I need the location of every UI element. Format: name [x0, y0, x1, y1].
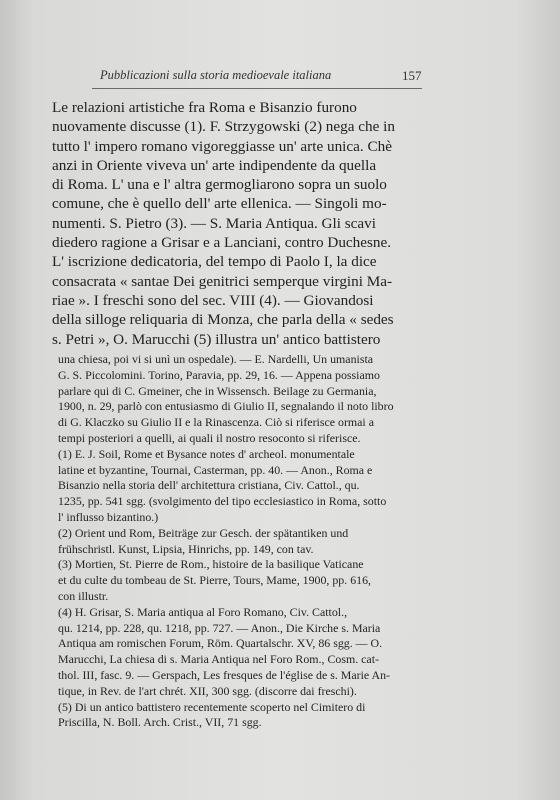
body-text-line: della silloge reliquaria di Monza, che parla della « sedes [52, 311, 394, 329]
body-text-line: di Roma. L' una e l' altra germogliarono sopra un suolo [52, 176, 387, 194]
body-text-line: diedero ragione a Grisar e a Lanciani, contro Duchesne. [52, 234, 392, 252]
body-text-line: L' iscrizione dedicatoria, del tempo di Paolo I, la dice [52, 253, 377, 271]
header-rule [92, 88, 422, 89]
footnote-line: tique, in Rev. de l'art chrét. XII, 300 sgg. (discorre dai freschi). [58, 683, 357, 698]
footnote-line: parlare qui di C. Gmeiner, che in Wissensch. Beilage zu Germania, [58, 383, 377, 398]
footnote-line: una chiesa, poi vi si unì un ospedale). — E. Nardelli, Un umanista [58, 352, 374, 366]
footnote-line: Antiqua am romischen Forum, Röm. Quartalschr. XV, 86 sgg. — O. [58, 636, 383, 651]
main-text [52, 98, 430, 349]
body-text-line: numenti. S. Pietro (3). — S. Maria Antiqua. Gli scavi [52, 214, 376, 232]
footnote-line: l' influsso bizantino.) [58, 509, 159, 524]
footnote-line: frühschristl. Kunst, Lipsia, Hinrichs, pp. 149, con tav. [58, 541, 314, 556]
body-text-line: nuovamente discusse (1). F. Strzygowski (2) nega che in [52, 118, 395, 136]
footnotes [58, 352, 434, 731]
footnote-line: (3) Mortien, St. Pierre de Rom., histoire de la basilique Vaticane [58, 557, 364, 572]
body-text-line: anzi in Oriente viveva un' arte indipendente da quella [52, 156, 377, 174]
footnote-line: Bisanzio nella storia dell' architettura cristiana, Civ. Cattol., qu. [58, 478, 360, 493]
footnote-line: (2) Orient und Rom, Beiträge zur Gesch. der spätantiken und [58, 525, 349, 540]
footnote-line: 1900, n. 29, parlò con entusiasmo di Giulio II, segnalando il noto libro [58, 399, 394, 414]
footnote-line: Marucchi, La chiesa di s. Maria Antiqua nel Foro Rom., Cosm. cat- [58, 652, 379, 667]
footnote-line: qu. 1214, pp. 228, qu. 1218, pp. 727. — Anon., Die Kirche s. Maria [58, 620, 381, 635]
footnote-line: G. S. Piccolomini. Torino, Paravia, pp. 29, 16. — Appena possiamo [58, 367, 380, 382]
body-text-line: riae ». I freschi sono del sec. VIII (4). — Giovandosi [52, 291, 374, 309]
footnote-line: (1) E. J. Soil, Rome et Bysance notes d' archeol. monumentale [58, 446, 355, 461]
footnote-line: thol. III, fasc. 9. — Gerspach, Les fresques de l'église de s. Marie An- [58, 667, 391, 682]
body-text-line: tutto l' impero romano vigoreggiasse un' arte unica. Chè [52, 137, 392, 155]
footnote-line: et du culte du tombeau de St. Pierre, Tours, Mame, 1900, pp. 616, [58, 573, 372, 588]
footnote-line: tempi posteriori a quelli, ai quali il nostro resoconto si riferisce. [58, 430, 361, 445]
footnote-line: (5) Di un antico battistero recentemente scoperto nel Cimitero di [58, 699, 366, 714]
body-text-line: s. Petri », O. Marucchi (5) illustra un' antico battistero [52, 330, 381, 348]
body-text-line: consacrata « santae Dei genitrici semperque virgini Ma- [52, 272, 393, 290]
footnote-line: Priscilla, N. Boll. Arch. Crist., VII, 71 sgg. [58, 715, 262, 730]
page-number: 157 [402, 68, 422, 83]
body-text-line: Le relazioni artistiche fra Roma e Bisanzio furono [52, 99, 357, 116]
footnote-line: con illustr. [58, 588, 109, 603]
body-text-line: comune, che è quello dell' arte ellenica. — Singoli mo- [52, 195, 387, 213]
footnote-line: latine et byzantine, Tournai, Casterman, pp. 40. — Anon., Roma e [58, 462, 373, 477]
footnote-line: 1235, pp. 541 sgg. (svolgimento del tipo ecclesiastico in Roma, sotto [58, 494, 387, 509]
running-head: Pubblicazioni sulla storia medioevale italiana [100, 68, 332, 82]
footnote-line: (4) H. Grisar, S. Maria antiqua al Foro Romano, Civ. Cattol., [58, 604, 348, 619]
footnote-line: di G. Klaczko su Giulio II e la Rinascenza. Ciò si riferisce ormai a [58, 415, 374, 430]
